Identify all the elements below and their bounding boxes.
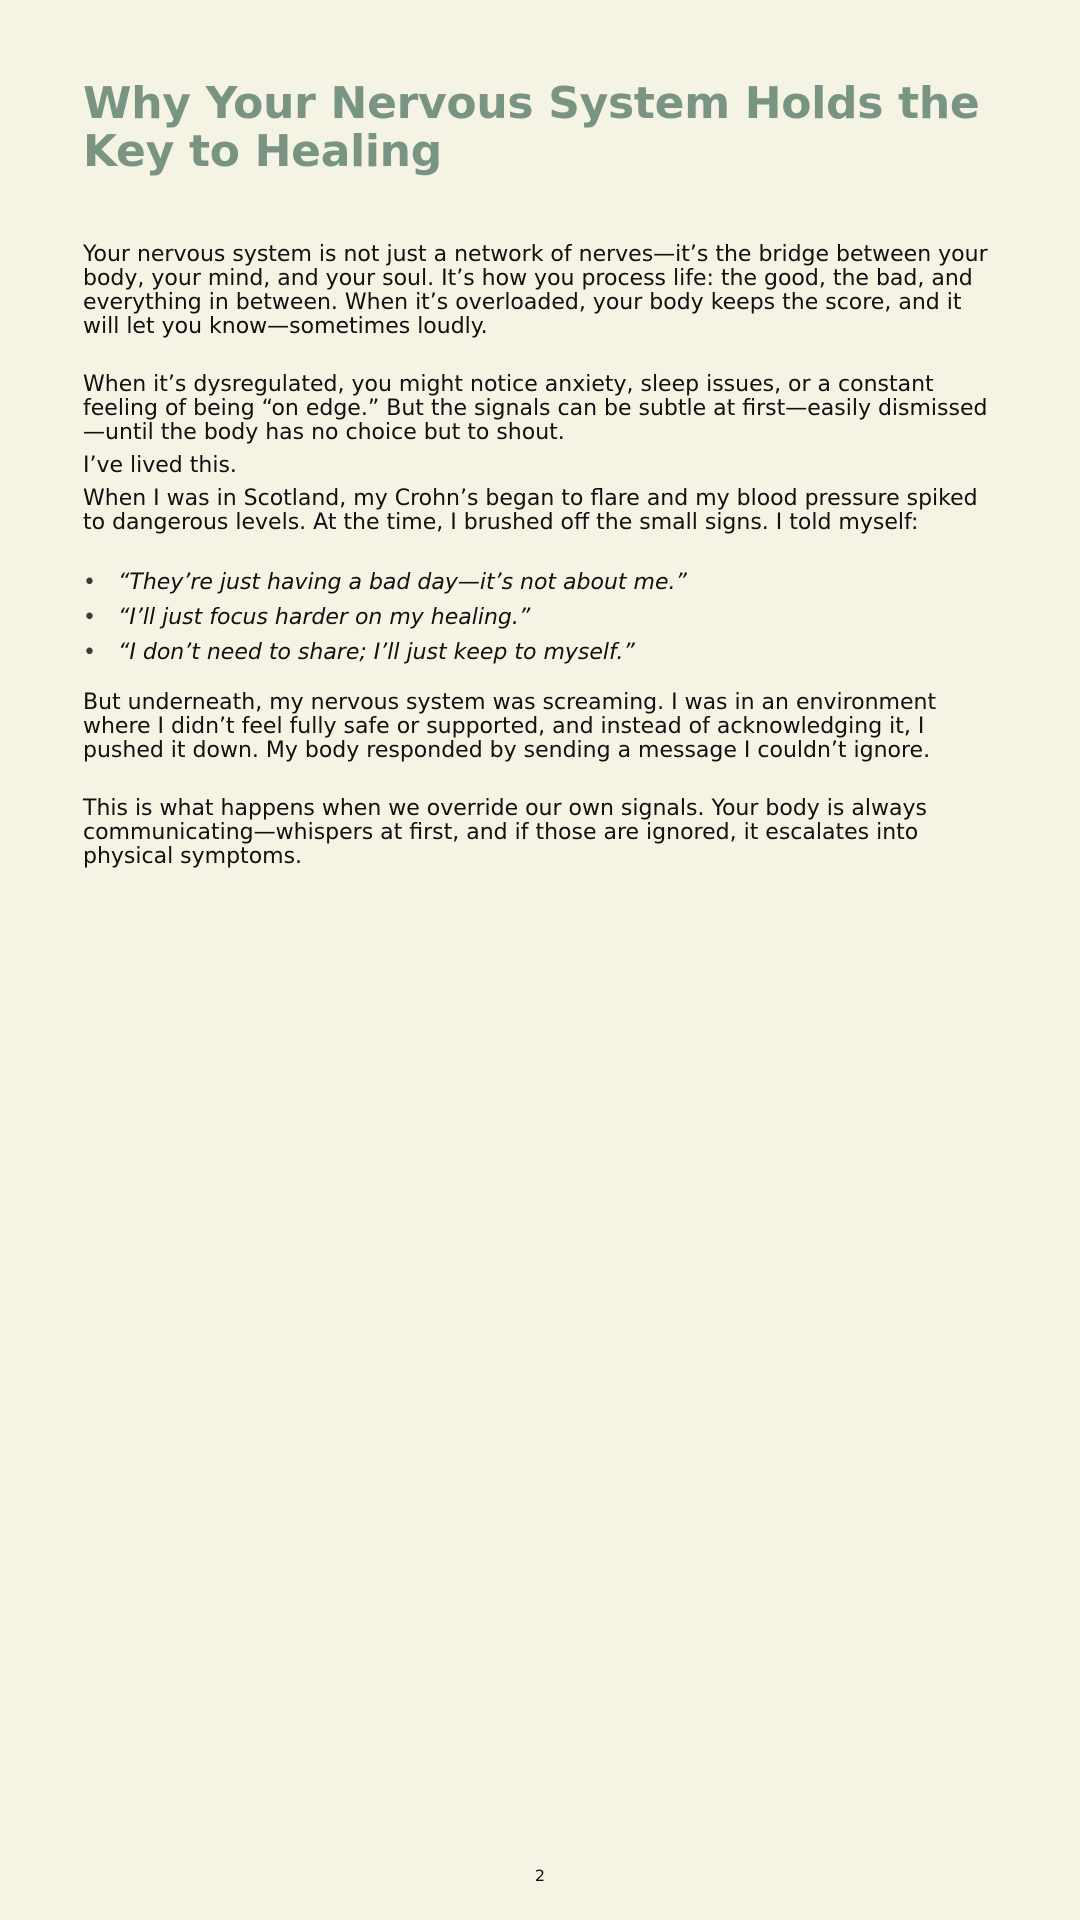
page-number: 2	[534, 1866, 546, 1885]
paragraph-dysregulated: When it’s dysregulated, you might notice anxiety, sleep issues, or a constant feeling of being “on edge.” But the signals can be subtle at first—easily dismissed—until the body has no choice but to shout.	[83, 372, 988, 445]
quote-list	[83, 571, 1003, 665]
article-body	[83, 243, 1003, 869]
paragraph-scotland: When I was in Scotland, my Crohn’s began to flare and my blood pressure spiked to dangerous levels. At the time, I brushed off the small signs. I told myself:	[83, 486, 978, 535]
quote-text: “I’ll just focus harder on my healing.”	[118, 605, 531, 630]
list-item	[83, 571, 1003, 595]
paragraph-intro: Your nervous system is not just a network of nerves—it’s the bridge between your body, your mind, and your soul. It’s how you process life: the good, the bad, and everything in between. When it’s overloaded, your body keeps the score, and it will let you know—sometimes loudly.	[83, 242, 988, 339]
page-title: Why Your Nervous System Holds the Key to Healing	[83, 78, 980, 177]
quote-text: “They’re just having a bad day—it’s not about me.”	[118, 570, 687, 595]
list-item	[83, 641, 1003, 665]
bullet-icon: •	[83, 640, 96, 665]
bullet-icon: •	[83, 570, 96, 595]
paragraph-override-signals: This is what happens when we override our own signals. Your body is always communicating—whispers at first, and if those are ignored, it escalates into physical symptoms.	[83, 796, 927, 869]
document-page	[83, 80, 1003, 869]
quote-text: “I don’t need to share; I’ll just keep to myself.”	[118, 640, 635, 665]
list-item	[83, 606, 1003, 630]
paragraph-lived-this: I’ve lived this.	[83, 453, 237, 478]
paragraph-underneath: But underneath, my nervous system was screaming. I was in an environment where I didn’t feel fully safe or supported, and instead of acknowledging it, I pushed it down. My body responded by sending a message I couldn’t ignore.	[83, 690, 937, 763]
bullet-icon: •	[83, 605, 96, 630]
